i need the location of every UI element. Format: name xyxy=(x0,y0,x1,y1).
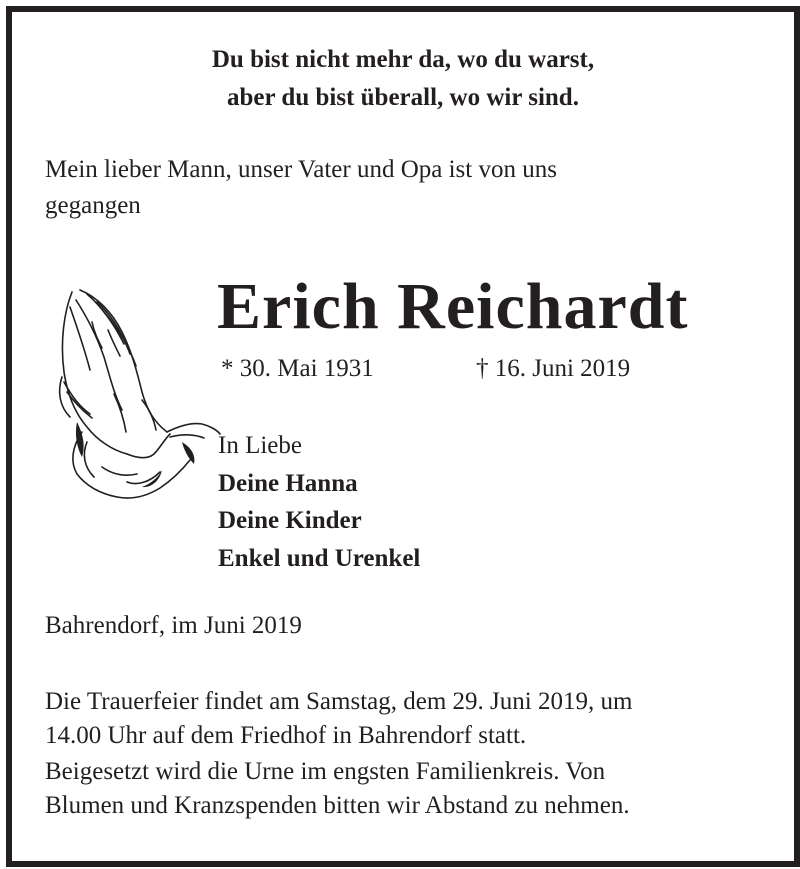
intro-line-1: Mein lieber Mann, unser Vater und Opa ist von uns xyxy=(45,156,557,183)
notice-line-1: Die Trauerfeier findet am Samstag, dem 29. Juni 2019, um xyxy=(45,688,633,715)
intro-line-2: gegangen xyxy=(45,192,141,219)
motto-line-2: aber du bist überall, wo wir sind. xyxy=(227,84,579,111)
mourner-1: Deine Hanna xyxy=(218,470,358,497)
obituary-notice xyxy=(6,6,800,867)
praying-hands-icon xyxy=(42,282,222,507)
birth-date: * 30. Mai 1931 xyxy=(221,355,374,382)
death-date: † 16. Juni 2019 xyxy=(476,355,631,382)
notice-line-4: Blumen und Kranzspenden bitten wir Abstand zu nehmen. xyxy=(45,792,630,819)
notice-line-2: 14.00 Uhr auf dem Friedhof in Bahrendorf statt. xyxy=(45,722,527,749)
mourners-intro: In Liebe xyxy=(218,432,302,459)
mourner-3: Enkel und Urenkel xyxy=(218,545,421,572)
deceased-name: Erich Reichardt xyxy=(217,270,689,343)
motto-line-1: Du bist nicht mehr da, wo du warst, xyxy=(211,46,595,73)
mourner-2: Deine Kinder xyxy=(218,507,362,534)
notice-line-3: Beigesetzt wird die Urne im engsten Familienkreis. Von xyxy=(45,758,606,785)
place-date: Bahrendorf, im Juni 2019 xyxy=(45,612,302,639)
